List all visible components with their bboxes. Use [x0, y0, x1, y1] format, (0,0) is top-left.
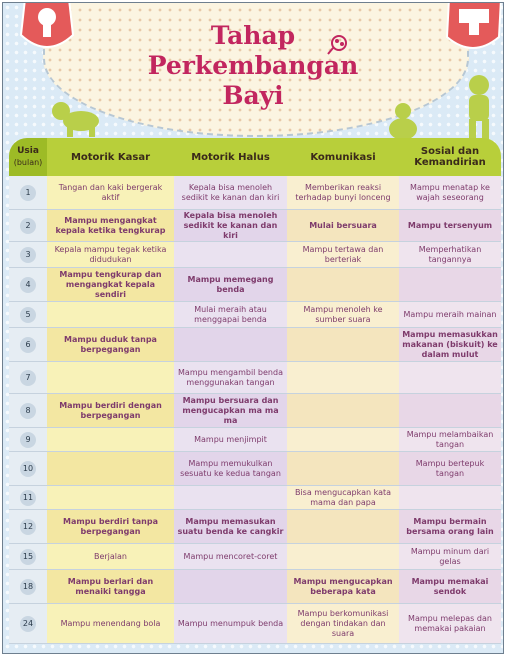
cell-sosial [399, 486, 501, 510]
cell-text: Mampu bersuara dan mengucapkan ma ma ma [182, 395, 279, 425]
cell-text: Mampu memakai sendok [411, 576, 489, 596]
cell-text: Bisa mengucapkan kata mama dan papa [294, 487, 392, 507]
cell-halus [174, 268, 287, 302]
cell-text: Mampu mengucapkan beberapa kata [293, 576, 393, 596]
cell-text: Mampu minum dari gelas [410, 546, 490, 566]
table-row [9, 302, 501, 328]
development-table [9, 138, 501, 644]
cell-text: Mampu berlari dan menaiki tangga [67, 576, 154, 596]
cell-sosial [399, 428, 501, 452]
cell-text: Memperhatikan tangannya [418, 244, 482, 264]
cell-komunikasi [287, 394, 399, 428]
cell-text: Mampu mencoret-coret [183, 551, 278, 561]
age-cell [9, 362, 47, 394]
header-age-label: Usia [17, 146, 39, 156]
cell-kasar [47, 428, 174, 452]
cell-komunikasi [287, 452, 399, 486]
age-badge: 18 [20, 579, 36, 595]
table-row [9, 544, 501, 570]
age-badge: 10 [20, 461, 36, 477]
cell-halus [174, 510, 287, 544]
cell-halus [174, 544, 287, 570]
cell-komunikasi [287, 302, 399, 328]
age-badge: 8 [20, 403, 36, 419]
cell-kasar [47, 176, 174, 210]
cell-text: Mampu tertawa dan berteriak [302, 244, 384, 264]
header-age [9, 138, 47, 176]
cell-text: Mampu menendang bola [60, 618, 161, 628]
cell-text: Mampu meraih mainan [403, 309, 497, 319]
cell-kasar [47, 210, 174, 242]
cell-kasar [47, 302, 174, 328]
table-row [9, 486, 501, 510]
cell-komunikasi [287, 604, 399, 644]
page-title [103, 21, 403, 111]
cell-sosial [399, 604, 501, 644]
walking-baby-icon [455, 73, 499, 141]
cell-kasar [47, 268, 174, 302]
cell-text: Kepala mampu tegak ketika didudukan [54, 244, 167, 264]
cell-text: Mampu duduk tanpa berpegangan [64, 334, 157, 354]
age-cell [9, 486, 47, 510]
cell-kasar [47, 604, 174, 644]
cell-text: Mampu menumpuk benda [177, 618, 284, 628]
cell-text: Mampu bertepuk tangan [415, 458, 485, 478]
cell-sosial [399, 570, 501, 604]
age-badge: 1 [20, 185, 36, 201]
cell-halus [174, 428, 287, 452]
header-motorik-halus: Motorik Halus [174, 138, 287, 176]
age-cell [9, 242, 47, 268]
cell-halus [174, 302, 287, 328]
age-badge: 3 [20, 247, 36, 263]
cell-text: Mulai meraih atau menggapai benda [194, 304, 267, 324]
cell-komunikasi [287, 268, 399, 302]
age-badge: 4 [20, 277, 36, 293]
age-cell [9, 210, 47, 242]
cell-komunikasi [287, 210, 399, 242]
cell-text: Mampu berdiri tanpa berpegangan [63, 516, 158, 536]
cell-text: Mampu berdiri dengan berpegangan [59, 400, 162, 420]
cell-komunikasi [287, 428, 399, 452]
cell-halus [174, 394, 287, 428]
cell-text: Mampu memasukan suatu benda ke cangkir [177, 516, 284, 536]
table-row [9, 604, 501, 644]
cell-kasar [47, 362, 174, 394]
cell-sosial [399, 268, 501, 302]
age-cell [9, 328, 47, 362]
cell-text: Mulai bersuara [309, 220, 377, 230]
cell-halus [174, 210, 287, 242]
cell-kasar [47, 394, 174, 428]
header-motorik-kasar: Motorik Kasar [47, 138, 174, 176]
title-line-2: Perkembangan [147, 51, 359, 80]
table-row [9, 268, 501, 302]
age-badge: 7 [20, 370, 36, 386]
cell-komunikasi [287, 176, 399, 210]
cell-kasar [47, 242, 174, 268]
cell-text: Kepala bisa menoleh sedikit ke kanan dan kiri [181, 182, 280, 202]
age-cell [9, 268, 47, 302]
cell-sosial [399, 210, 501, 242]
cell-sosial [399, 176, 501, 210]
age-cell [9, 394, 47, 428]
age-cell [9, 428, 47, 452]
cell-halus [174, 570, 287, 604]
table-row [9, 394, 501, 428]
cell-sosial [399, 394, 501, 428]
age-cell [9, 544, 47, 570]
cell-text: Mampu memasukkan makanan (biskuit) ke dalam mulut [402, 329, 498, 359]
cell-text: Berjalan [93, 551, 128, 561]
cell-halus [174, 362, 287, 394]
cell-halus [174, 486, 287, 510]
cell-sosial [399, 362, 501, 394]
age-badge: 24 [20, 616, 36, 632]
age-cell [9, 452, 47, 486]
table-row [9, 428, 501, 452]
age-badge: 9 [20, 432, 36, 448]
left-tag-icon [17, 2, 77, 57]
age-badge: 6 [20, 337, 36, 353]
cell-sosial [399, 328, 501, 362]
table-row [9, 242, 501, 268]
cell-kasar [47, 486, 174, 510]
cell-text: Mampu melepas dan memakai pakaian [408, 613, 492, 633]
cell-text: Mampu melambaikan tangan [406, 429, 494, 449]
cell-sosial [399, 302, 501, 328]
age-badge: 5 [20, 307, 36, 323]
header-age-unit: (bulan) [13, 158, 43, 167]
age-badge: 11 [20, 490, 36, 506]
age-badge: 12 [20, 519, 36, 535]
age-cell [9, 570, 47, 604]
table-row [9, 210, 501, 242]
table-header-row [9, 138, 501, 176]
cell-text: Mampu tengkurap dan mengangkat kepala sendiri [59, 269, 162, 299]
age-cell [9, 176, 47, 210]
cell-text: Mampu memukulkan sesuatu ke kedua tangan [180, 458, 281, 478]
cell-text: Mampu mengangkat kepala ketika tengkurap [55, 215, 166, 235]
cell-text: Mampu menoleh ke sumber suara [303, 304, 383, 324]
cell-text: Mampu menjimpit [194, 434, 267, 444]
infographic-frame [2, 2, 504, 654]
cell-sosial [399, 510, 501, 544]
header-komunikasi: Komunikasi [287, 138, 399, 176]
cell-komunikasi [287, 328, 399, 362]
crawling-baby-icon [47, 99, 107, 139]
age-cell [9, 510, 47, 544]
cell-text: Memberikan reaksi terhadap bunyi lonceng [295, 182, 391, 202]
cell-halus [174, 242, 287, 268]
cell-text: Kepala bisa menoleh sedikit ke kanan dan kiri [183, 210, 278, 240]
cell-kasar [47, 544, 174, 570]
cell-text: Mampu memegang benda [187, 274, 274, 294]
cell-komunikasi [287, 570, 399, 604]
cell-text: Tangan dan kaki bergerak aktif [58, 182, 163, 202]
table-row [9, 362, 501, 394]
table-row [9, 328, 501, 362]
cell-text: Mampu bermain bersama orang lain [406, 516, 494, 536]
age-badge: 15 [20, 549, 36, 565]
cell-komunikasi [287, 544, 399, 570]
title-line-3: Bayi [222, 81, 284, 110]
cell-halus [174, 604, 287, 644]
table-row [9, 452, 501, 486]
right-tag-icon [443, 2, 504, 57]
cell-halus [174, 452, 287, 486]
age-cell [9, 604, 47, 644]
cell-text: Mampu menatap ke wajah seseorang [410, 182, 490, 202]
age-badge: 2 [20, 218, 36, 234]
table-row [9, 510, 501, 544]
cell-sosial [399, 544, 501, 570]
cell-text: Mampu mengambil benda menggunakan tangan [178, 367, 283, 387]
age-cell [9, 302, 47, 328]
table-row [9, 570, 501, 604]
cell-komunikasi [287, 242, 399, 268]
cell-komunikasi [287, 486, 399, 510]
header-sosial: Sosial dan Kemandirian [399, 138, 501, 176]
cell-halus [174, 176, 287, 210]
cell-halus [174, 328, 287, 362]
cell-kasar [47, 328, 174, 362]
cell-komunikasi [287, 362, 399, 394]
cell-kasar [47, 570, 174, 604]
cell-text: Mampu tersenyum [407, 220, 493, 230]
title-line-1: Tahap [210, 21, 296, 50]
cell-komunikasi [287, 510, 399, 544]
cell-text: Mampu berkomunikasi dengan tindakan dan suara [297, 608, 389, 638]
cell-sosial [399, 452, 501, 486]
cell-kasar [47, 452, 174, 486]
table-row [9, 176, 501, 210]
table-body [9, 176, 501, 644]
cell-sosial [399, 242, 501, 268]
cell-kasar [47, 510, 174, 544]
